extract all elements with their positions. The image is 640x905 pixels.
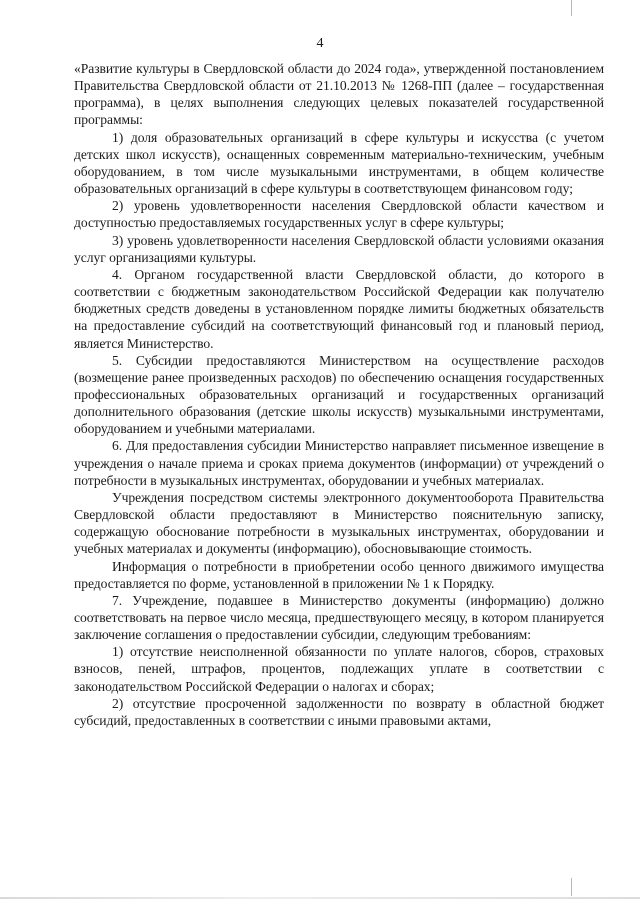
paragraph: 5. Субсидии предоставляются Министерством на осуществление расходов (возмещение ранее произведенных расходов) по обеспечению оснащения государственных профессиональных образовательных организаций и государственных организаций дополнительного образования (детские школы искусств) музыкальными инструментами, оборудованием и учебными материалами.	[74, 352, 604, 437]
paragraph: Информация о потребности в приобретении особо ценного движимого имущества предоставляется по форме, установленной в приложении № 1 к Порядку.	[74, 558, 604, 591]
paragraph: 7. Учреждение, подавшее в Министерство документы (информацию) должно соответствовать на первое число месяца, предшествующего месяцу, в котором планируется заключение соглашения о предоставлении субсидии, следующим требованиям:	[74, 592, 604, 643]
paragraph: 2) отсутствие просроченной задолженности по возврату в областной бюджет субсидий, предоставленных в соответствии с иными правовыми актами,	[74, 695, 604, 728]
scan-margin-mark	[571, 878, 572, 896]
paragraph: 1) отсутствие неисполненной обязанности по уплате налогов, сборов, страховых взносов, пеней, штрафов, процентов, подлежащих уплате в соответствии с законодательством Российской Федерации о налогах и сборах;	[74, 644, 604, 694]
scan-margin-mark	[571, 0, 572, 16]
page-number: 4	[316, 36, 324, 51]
paragraph: 3) уровень удовлетворенности населения Свердловской области условиями оказания услуг организациями культуры.	[74, 232, 604, 265]
paragraph: 6. Для предоставления субсидии Министерство направляет письменное извещение в учреждения о начале приема и сроках приема документов (информации) от учреждений о потребности в музыкальных инструментах, оборудовании и учебных материалах.	[74, 438, 604, 488]
paragraph: 4. Органом государственной власти Свердловской области, до которого в соответствии с бюджетным законодательством Российской Федерации как получателю бюджетных средств доведены в установленном порядке лимиты бюджетных обязательств на предоставление субсидий на соответствующий финансовый год и плановый период, является Министерство.	[74, 266, 604, 351]
paragraph: 1) доля образовательных организаций в сфере культуры и искусства (с учетом детских школ искусств), оснащенных современным материально-техническим, учебным оборудованием, в том числе музыкальными инструментами, в общем количестве образовательных организаций в сфере культуры в соответствующем финансовом году;	[74, 129, 604, 197]
document-body	[74, 60, 604, 729]
paragraph: 2) уровень удовлетворенности населения Свердловской области качеством и доступностью предоставляемых государственных услуг в сфере культуры;	[74, 198, 604, 231]
paragraph: Учреждения посредством системы электронного документооборота Правительства Свердловской области предоставляют в Министерство пояснительную записку, содержащую обоснование потребности в музыкальных инструментах, оборудовании и учебных материалах и документы (информацию), обосновывающие стоимость.	[74, 489, 604, 557]
scan-bottom-edge	[0, 897, 640, 899]
paragraph: «Развитие культуры в Свердловской области до 2024 года», утвержденной постановлением Правительства Свердловской области от 21.10.2013 № 1268-ПП (далее – государственная программа), в целях выполнения следующих целевых показателей государственной программы:	[74, 61, 604, 128]
